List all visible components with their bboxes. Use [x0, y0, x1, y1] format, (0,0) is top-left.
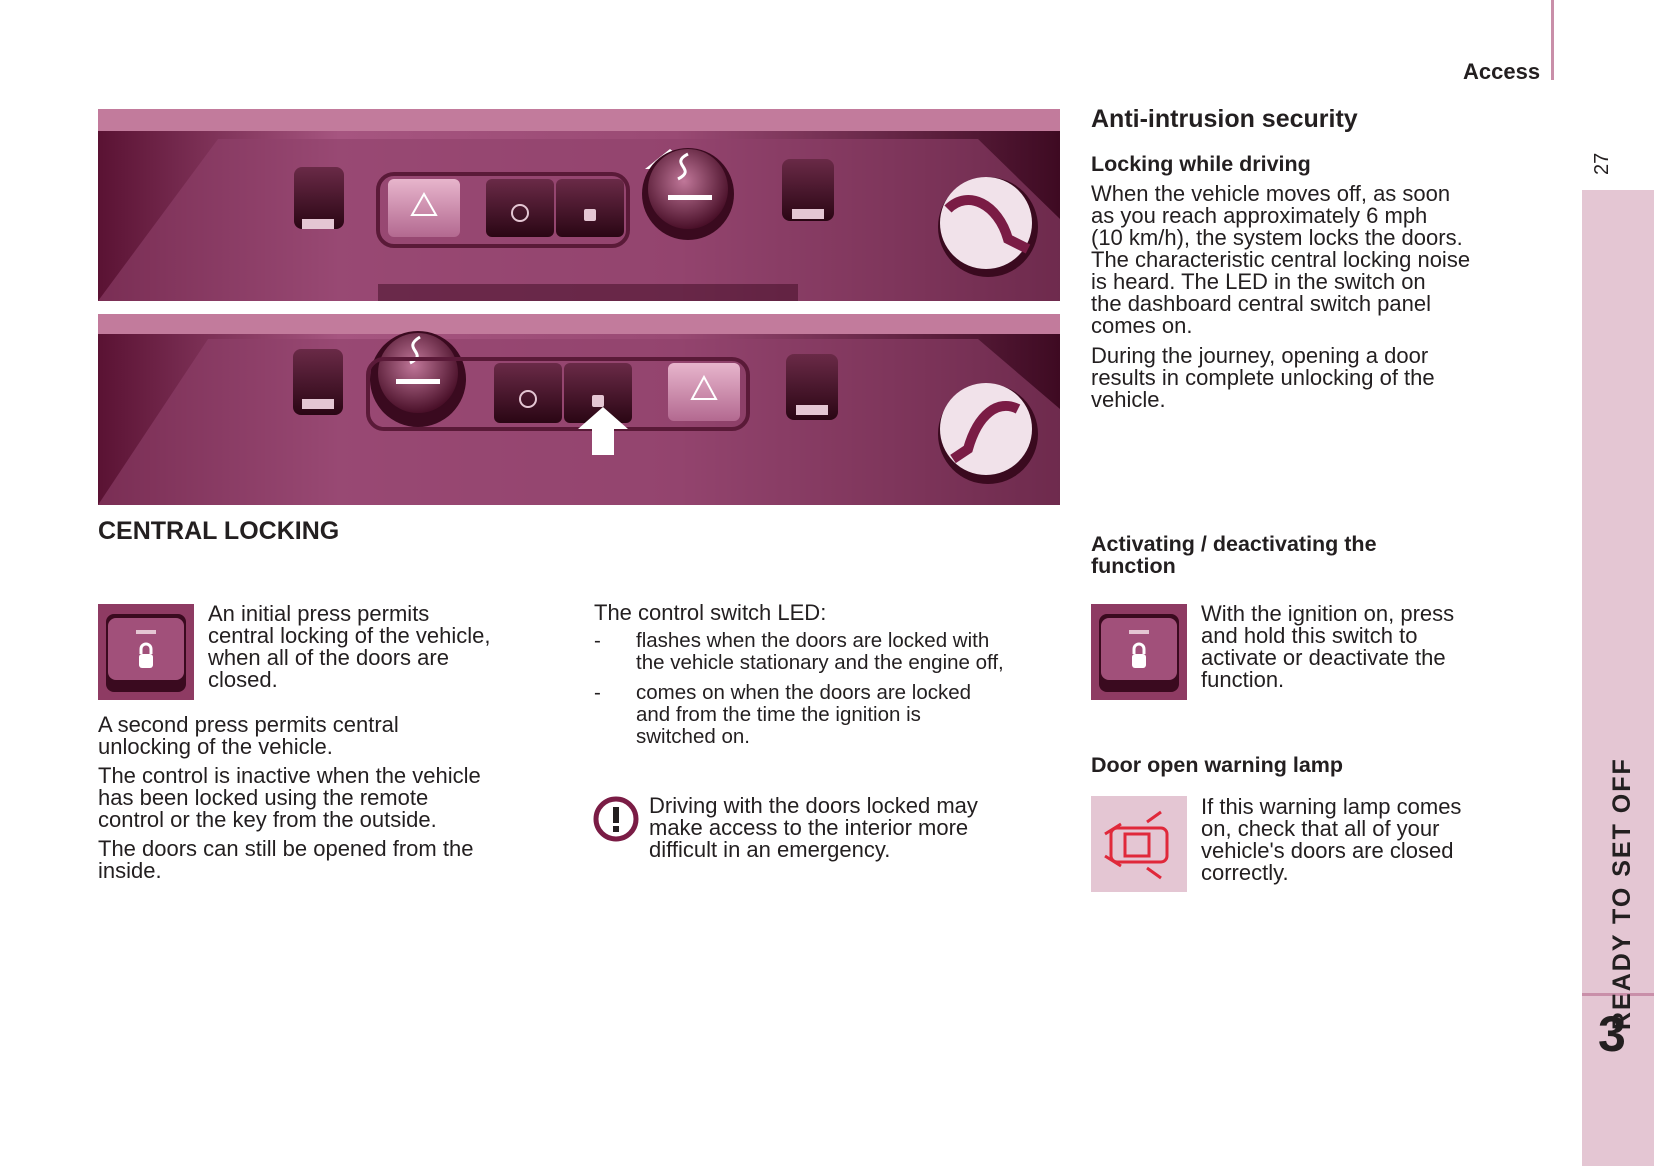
led-item-1: flashes when the doors are locked with the vehicle stationary and the engine off,	[636, 629, 1004, 674]
door-open-heading: Door open warning lamp	[1091, 753, 1344, 777]
lock-switch-icon-2	[1091, 604, 1187, 700]
locking-while-driving-para-2: During the journey, opening a door results in complete unlocking of the vehicle.	[1091, 343, 1435, 412]
led-bullet-1: -	[594, 629, 601, 652]
lock-switch-icon	[98, 604, 194, 700]
central-locking-para-1: A second press permits central unlocking of the vehicle.	[98, 712, 399, 759]
anti-intrusion-title: Anti-intrusion security	[1091, 105, 1358, 133]
door-open-warning-icon	[1091, 796, 1187, 892]
chapter-number: 3	[1598, 1006, 1626, 1062]
led-bullet-2: -	[594, 681, 601, 704]
locking-while-driving-heading: Locking while driving	[1091, 152, 1311, 176]
header-rule	[1551, 0, 1554, 80]
door-open-text: If this warning lamp comes on, check that all of your vehicle's doors are closed correctly.	[1201, 794, 1462, 885]
warning-text: Driving with the doors locked may make access to the interior more difficult in an emergency.	[649, 793, 978, 862]
central-locking-para-2: The control is inactive when the vehicle has been locked using the remote control or the key from the outside.	[98, 763, 481, 832]
warning-exclamation-icon	[593, 796, 639, 842]
dashboard-illustration	[98, 109, 1060, 505]
lock-switch-text: An initial press permits central locking of the vehicle, when all of the doors are closed.	[208, 601, 491, 692]
activate-text: With the ignition on, press and hold this switch to activate or deactivate the function.	[1201, 601, 1455, 692]
led-item-2: comes on when the doors are locked and from the time the ignition is switched on.	[636, 681, 972, 748]
section-title: Access	[1463, 59, 1541, 84]
central-locking-title: CENTRAL LOCKING	[98, 517, 340, 545]
led-intro: The control switch LED:	[594, 600, 827, 625]
activate-heading: Activating / deactivating the function	[1091, 532, 1377, 578]
locking-while-driving-para-1: When the vehicle moves off, as soon as you reach approximately 6 mph (10 km/h), the system locks the doors. The characteristic central locking noise is heard. The LED in the switch on the dashboard central switch panel comes on.	[1091, 181, 1471, 338]
central-locking-para-3: The doors can still be opened from the inside.	[98, 836, 474, 883]
